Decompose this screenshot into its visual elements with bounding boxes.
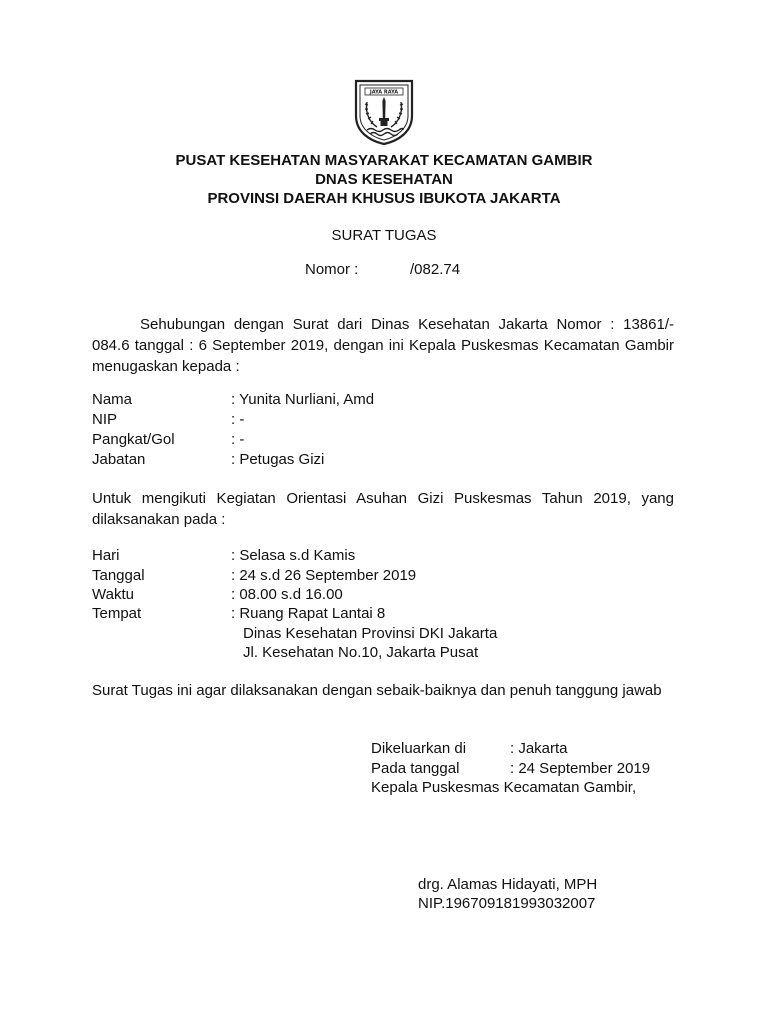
intro-line-3: menugaskan kepada : <box>92 358 240 375</box>
intro-line-1: Sehubungan dengan Surat dari Dinas Kesehatan Jakarta Nomor : 13861/- <box>140 316 674 333</box>
header-line-2: DNAS KESEHATAN <box>315 171 453 188</box>
person-name-label: Nama <box>92 391 133 408</box>
purpose-paragraph <box>92 488 674 530</box>
schedule-place-value: : Ruang Rapat Lantai 8 <box>231 605 386 622</box>
intro-paragraph <box>92 314 674 377</box>
person-position-label: Jabatan <box>92 451 146 468</box>
purpose-line-1: Untuk mengikuti Kegiatan Orientasi Asuhan Gizi Puskesmas Tahun 2019, yang <box>92 490 674 507</box>
crest-banner-text: JAYA RAYA <box>369 89 399 96</box>
person-rank-label: Pangkat/Gol <box>92 431 175 448</box>
schedule-date-value: : 24 s.d 26 September 2019 <box>231 567 417 584</box>
schedule-time-label: Waktu <box>92 586 134 603</box>
document-title: SURAT TUGAS <box>331 227 437 244</box>
person-nip-label: NIP <box>92 411 118 428</box>
nomor-value: /082.74 <box>410 261 461 278</box>
person-nip-value: : - <box>231 411 245 428</box>
purpose-line-2: dilaksanakan pada : <box>92 511 226 528</box>
header-line-1: PUSAT KESEHATAN MASYARAKAT KECAMATAN GAMBIR <box>175 152 593 169</box>
person-rank-value: : - <box>231 431 245 448</box>
issued-date-value: : 24 September 2019 <box>510 760 651 777</box>
issued-place-label: Dikeluarkan di <box>371 740 467 757</box>
signatory-position: Kepala Puskesmas Kecamatan Gambir, <box>371 779 637 796</box>
issued-place-value: : Jakarta <box>510 740 568 757</box>
schedule-day-label: Hari <box>92 547 120 564</box>
issued-date-label: Pada tanggal <box>371 760 460 777</box>
header-line-3: PROVINSI DAERAH KHUSUS IBUKOTA JAKARTA <box>207 190 561 207</box>
nomor-label: Nomor : <box>305 261 359 278</box>
person-name-value: : Yunita Nurliani, Amd <box>231 391 375 408</box>
schedule-date-label: Tanggal <box>92 567 145 584</box>
signatory-name: drg. Alamas Hidayati, MPH <box>418 876 598 893</box>
signatory-nip: NIP.196709181993032007 <box>418 895 596 912</box>
jakarta-crest-logo <box>353 78 415 146</box>
venue-line-2: Dinas Kesehatan Provinsi DKI Jakarta <box>243 625 498 642</box>
intro-line-2: 084.6 tanggal : 6 September 2019, dengan ini Kepala Puskesmas Kecamatan Gambir <box>92 337 674 354</box>
crest-emblem-icon <box>353 78 415 146</box>
person-position-value: : Petugas Gizi <box>231 451 325 468</box>
schedule-time-value: : 08.00 s.d 16.00 <box>231 586 343 603</box>
schedule-place-label: Tempat <box>92 605 142 622</box>
closing-sentence: Surat Tugas ini agar dilaksanakan dengan sebaik-baiknya dan penuh tanggung jawab <box>92 682 662 699</box>
venue-line-3: Jl. Kesehatan No.10, Jakarta Pusat <box>243 644 479 661</box>
schedule-day-value: : Selasa s.d Kamis <box>231 547 356 564</box>
